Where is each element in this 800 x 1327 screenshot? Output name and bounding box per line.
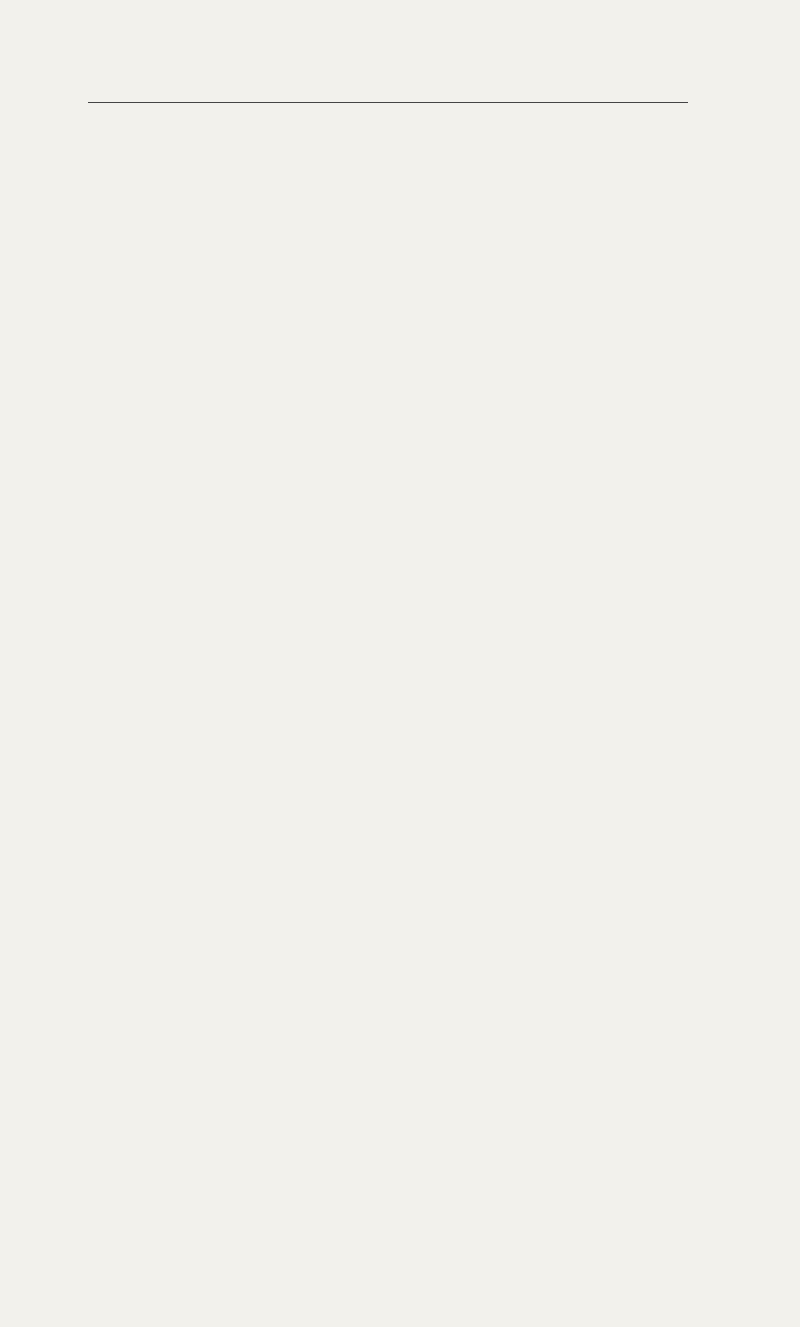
index-line bbox=[0, 161, 800, 182]
index-line bbox=[0, 552, 800, 573]
index-line bbox=[0, 222, 800, 243]
index-line bbox=[0, 408, 800, 429]
index-line bbox=[0, 449, 800, 470]
index-line bbox=[0, 243, 800, 264]
index-line bbox=[0, 367, 800, 388]
index-line bbox=[0, 531, 800, 552]
index-line bbox=[0, 264, 800, 285]
index-line bbox=[0, 428, 800, 449]
index-line bbox=[0, 346, 800, 367]
header-rule bbox=[88, 102, 688, 103]
index-line bbox=[0, 305, 800, 326]
index-line bbox=[0, 490, 800, 511]
index-line bbox=[0, 284, 800, 305]
index-line bbox=[0, 387, 800, 408]
index-line bbox=[0, 202, 800, 223]
index-line bbox=[0, 181, 800, 202]
index-line bbox=[0, 140, 800, 161]
index-line bbox=[0, 511, 800, 532]
index-line bbox=[0, 325, 800, 346]
index-line bbox=[0, 470, 800, 491]
index-entries bbox=[0, 140, 800, 572]
